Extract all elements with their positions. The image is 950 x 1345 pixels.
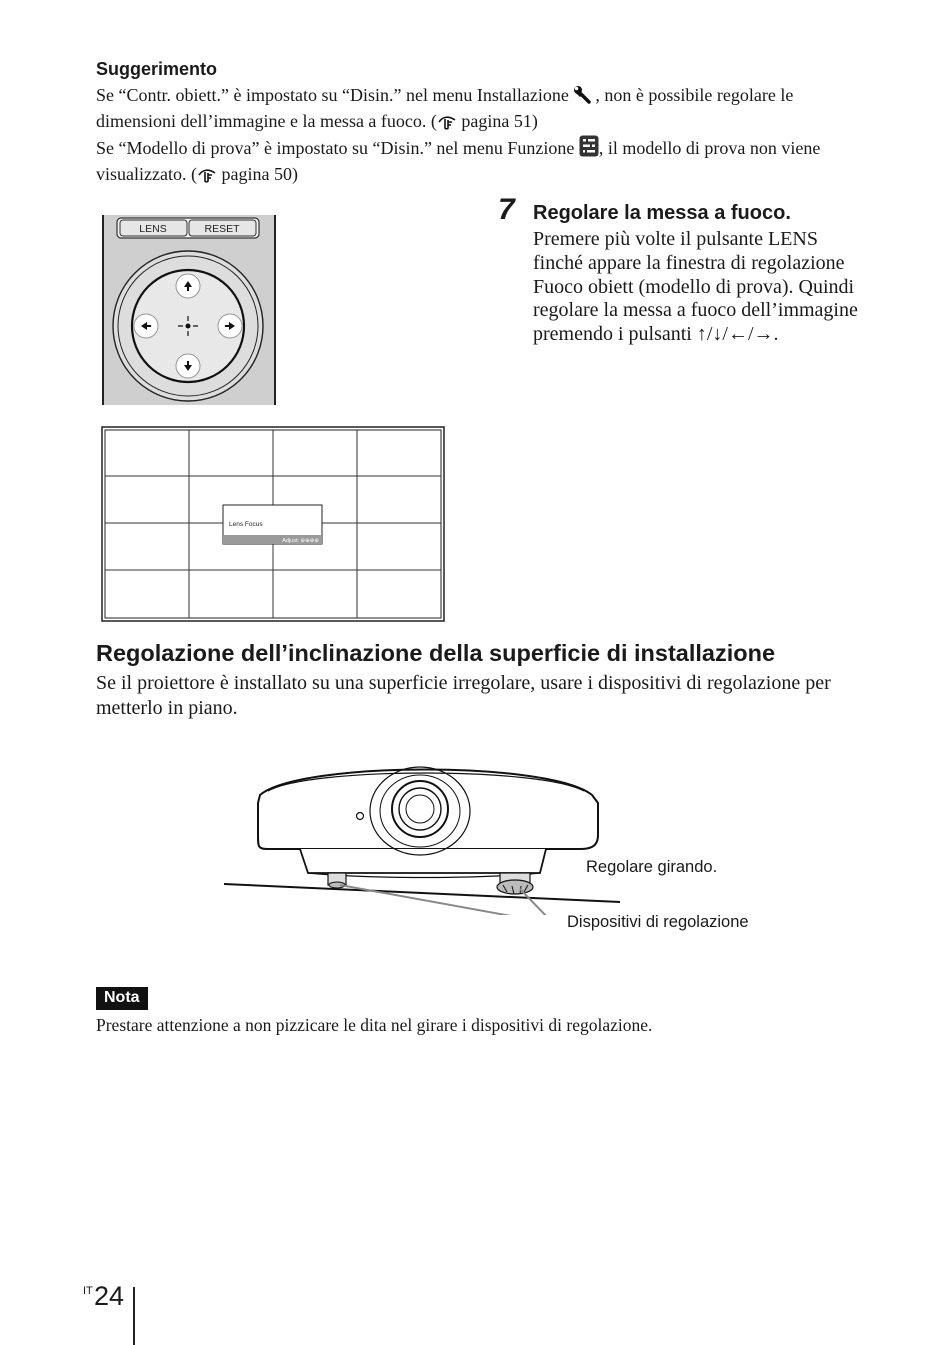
tip-line1-ref: pagina 51) bbox=[456, 110, 538, 131]
wrench-icon bbox=[573, 86, 595, 110]
arrow-left-icon: ← bbox=[727, 323, 748, 346]
arrow-separator: / bbox=[747, 323, 754, 346]
arrow-separator: / bbox=[706, 323, 713, 346]
tip-body bbox=[96, 84, 866, 188]
step-body bbox=[533, 228, 868, 347]
tip-line1-cont: , non è possibile regolare le dimensioni dell’immagine e la messa a fuoco. ( bbox=[96, 85, 794, 131]
reset-button-label: RESET bbox=[204, 223, 240, 235]
adjusters-label: Dispositivi di regolazione bbox=[567, 913, 749, 931]
note-badge: Nota bbox=[96, 987, 148, 1010]
arrow-down-icon: ↓ bbox=[712, 323, 723, 346]
lens-focus-window-title: Lens Focus bbox=[229, 521, 263, 528]
page-reference-icon bbox=[437, 113, 457, 136]
projector-illustration bbox=[220, 755, 620, 915]
step-end: . bbox=[773, 323, 779, 346]
section-heading: Regolazione dell’inclinazione della superficie di installazione bbox=[96, 640, 776, 666]
arrow-right-icon: → bbox=[753, 323, 774, 346]
lens-button-label: LENS bbox=[139, 223, 167, 235]
rotate-label: Regolare girando. bbox=[586, 858, 718, 876]
page-reference-icon bbox=[197, 166, 217, 189]
tip-line2-cont: , il modello di prova non viene visualizzato. ( bbox=[96, 138, 821, 184]
tip-heading: Suggerimento bbox=[96, 59, 218, 79]
page-number: 24 bbox=[94, 1281, 125, 1311]
arrow-up-icon: ↑ bbox=[696, 323, 707, 346]
function-menu-icon bbox=[579, 135, 599, 163]
tip-line2-ref: pagina 50) bbox=[216, 163, 298, 184]
page-language-code: IT bbox=[83, 1285, 93, 1297]
step-body-text: Premere più volte il pulsante LENS finché appare la finestra di regolazione Fuoco obiett (modello di prova). Quindi regolare la messa a fuoco dell’immagine premendo i pulsanti bbox=[533, 228, 858, 346]
tip-line2-text: Se “Modello di prova” è impostato su “Disin.” nel menu Funzione bbox=[96, 138, 575, 158]
page-divider bbox=[133, 1287, 135, 1345]
section-body: Se il proiettore è installato su una superficie irregolare, usare i dispositivi di regolazione per metterlo in piano. bbox=[96, 672, 831, 719]
tip-line1-text: Se “Contr. obiett.” è impostato su “Disin.” nel menu Installazione bbox=[96, 85, 569, 105]
test-pattern-screen bbox=[101, 426, 445, 622]
remote-control-illustration bbox=[100, 213, 278, 407]
lens-focus-window-footer: Adjust: ⊕⊕⊕⊕ bbox=[282, 538, 319, 544]
step-number: 7 bbox=[498, 193, 515, 226]
arrow-separator: / bbox=[722, 323, 728, 346]
step-title: Regolare la messa a fuoco. bbox=[533, 202, 791, 224]
note-text: Prestare attenzione a non pizzicare le dita nel girare i dispositivi di regolazione. bbox=[96, 1015, 653, 1035]
